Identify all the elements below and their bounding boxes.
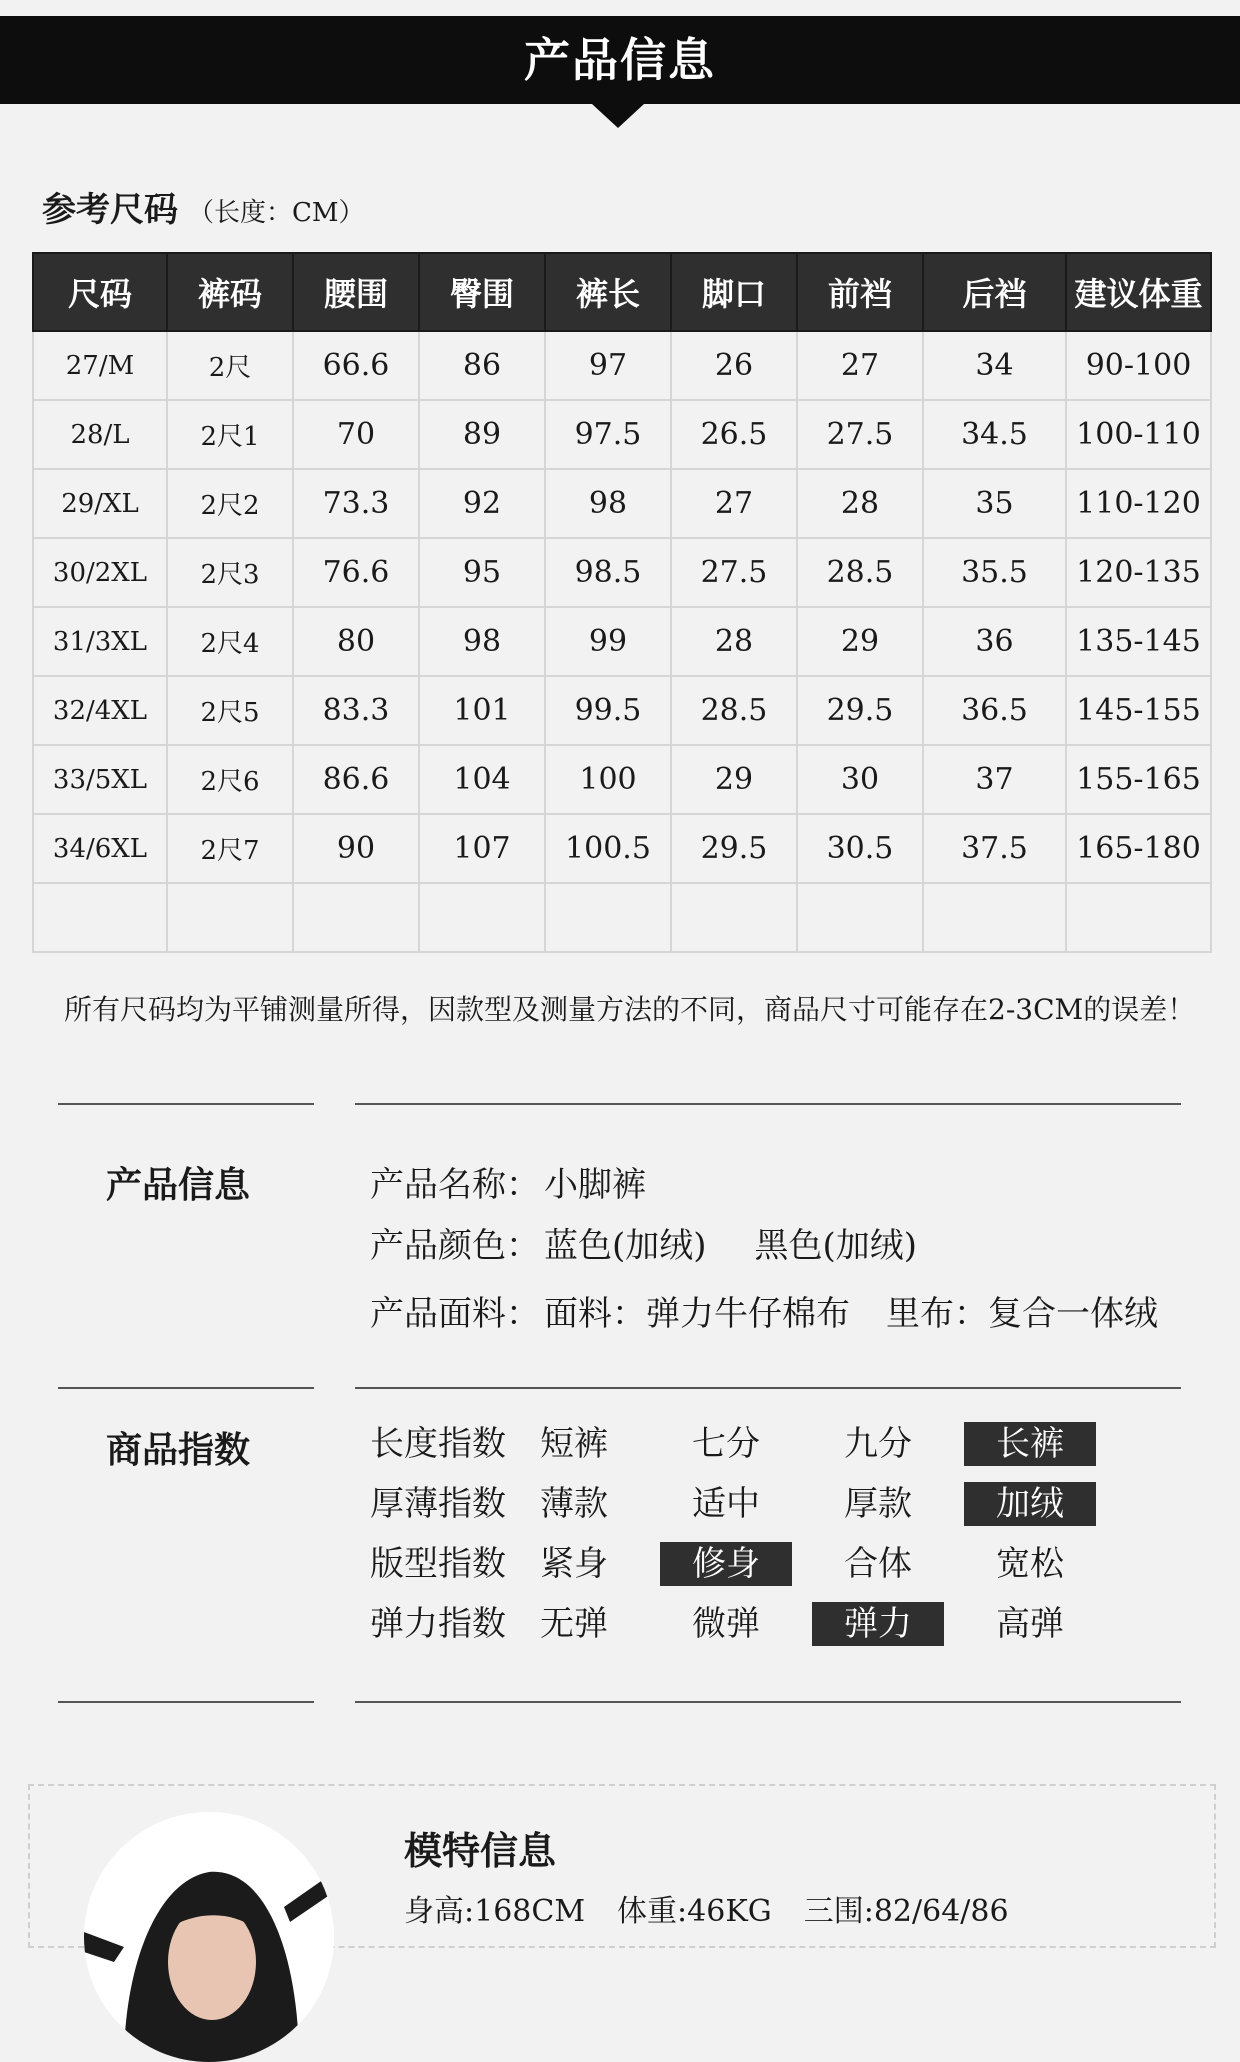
model-photo: [84, 1812, 334, 2062]
size-table-body: [33, 331, 1211, 952]
table-cell: 97: [545, 331, 671, 400]
table-cell: 83.3: [293, 676, 419, 745]
header-banner: [0, 16, 1240, 104]
table-cell: 2尺6: [167, 745, 293, 814]
divider: [58, 1701, 314, 1703]
table-cell: [671, 883, 797, 952]
table-cell: 76.6: [293, 538, 419, 607]
table-cell: [923, 883, 1066, 952]
product-name-value: 小脚裤: [544, 1165, 646, 1205]
column-header: 后裆: [923, 253, 1066, 331]
index-name: 长度指数: [370, 1424, 506, 1464]
banner-notch: [592, 104, 644, 128]
column-header: 裤码: [167, 253, 293, 331]
table-row: [33, 814, 1211, 883]
table-cell: 26: [671, 331, 797, 400]
table-cell: 100: [545, 745, 671, 814]
table-cell: 29/XL: [33, 469, 167, 538]
column-header: 前裆: [797, 253, 923, 331]
product-fabric-label: 产品面料：: [370, 1294, 540, 1334]
product-fabric-line: [370, 1286, 1158, 1335]
index-option: 高弹: [996, 1604, 1064, 1644]
table-cell: 86.6: [293, 745, 419, 814]
table-cell: 145-155: [1066, 676, 1211, 745]
table-cell: 29.5: [671, 814, 797, 883]
table-cell: [1066, 883, 1211, 952]
table-cell: 101: [419, 676, 545, 745]
measurement-note: 所有尺码均为平铺测量所得，因款型及测量方法的不同，商品尺寸可能存在2-3CM的误差！: [64, 993, 1196, 1026]
table-cell: 155-165: [1066, 745, 1211, 814]
index-option-selected: 弹力: [812, 1602, 944, 1646]
index-row: [370, 1542, 1150, 1586]
table-cell: 95: [419, 538, 545, 607]
table-cell: 2尺7: [167, 814, 293, 883]
table-cell: 36.5: [923, 676, 1066, 745]
table-cell: 2尺1: [167, 400, 293, 469]
table-cell: 28.5: [671, 676, 797, 745]
index-option: 七分: [692, 1424, 760, 1464]
table-cell: 37.5: [923, 814, 1066, 883]
index-option: 宽松: [996, 1544, 1064, 1584]
table-cell: 26.5: [671, 400, 797, 469]
table-cell: 120-135: [1066, 538, 1211, 607]
table-cell: 30/2XL: [33, 538, 167, 607]
index-option: 厚款: [844, 1484, 912, 1524]
product-index-label: 商品指数: [106, 1429, 251, 1471]
table-cell: 99.5: [545, 676, 671, 745]
table-cell: 165-180: [1066, 814, 1211, 883]
table-cell: 107: [419, 814, 545, 883]
table-cell: 110-120: [1066, 469, 1211, 538]
table-cell: 89: [419, 400, 545, 469]
index-row: [370, 1602, 1150, 1646]
table-cell: 32/4XL: [33, 676, 167, 745]
table-row: [33, 607, 1211, 676]
size-table: [32, 252, 1212, 953]
table-cell: 99: [545, 607, 671, 676]
index-option: 合体: [844, 1544, 912, 1584]
table-cell: 27: [797, 331, 923, 400]
table-cell: 2尺3: [167, 538, 293, 607]
table-cell: 34: [923, 331, 1066, 400]
index-row: [370, 1422, 1150, 1466]
table-cell: 98: [545, 469, 671, 538]
column-header: 脚口: [671, 253, 797, 331]
table-cell: [293, 883, 419, 952]
table-cell: 37: [923, 745, 1066, 814]
index-option: 九分: [844, 1424, 912, 1464]
table-cell: 27.5: [671, 538, 797, 607]
table-cell: 100.5: [545, 814, 671, 883]
table-cell: 27/M: [33, 331, 167, 400]
table-cell: 34.5: [923, 400, 1066, 469]
index-option: 紧身: [540, 1544, 608, 1584]
index-option-selected: 修身: [660, 1542, 792, 1586]
table-cell: [545, 883, 671, 952]
product-color-1: 蓝色(加绒): [544, 1226, 707, 1266]
product-name-label: 产品名称：: [370, 1165, 540, 1205]
product-color-line: [370, 1218, 917, 1267]
table-cell: 92: [419, 469, 545, 538]
model-measurements: 三围:82/64/86: [803, 1894, 1009, 1929]
index-name: 厚薄指数: [370, 1484, 506, 1524]
table-cell: 33/5XL: [33, 745, 167, 814]
column-header: 尺码: [33, 253, 167, 331]
table-cell: 73.3: [293, 469, 419, 538]
column-header: 裤长: [545, 253, 671, 331]
size-reference-title: 参考尺码: [42, 190, 178, 230]
table-cell: 104: [419, 745, 545, 814]
column-header: 腰围: [293, 253, 419, 331]
table-cell: 135-145: [1066, 607, 1211, 676]
table-cell: [167, 883, 293, 952]
table-cell: 30: [797, 745, 923, 814]
table-cell: 90-100: [1066, 331, 1211, 400]
model-weight: 体重:46KG: [617, 1894, 772, 1929]
index-option-selected: 加绒: [964, 1482, 1096, 1526]
table-row: [33, 883, 1211, 952]
table-cell: 98: [419, 607, 545, 676]
table-row: [33, 331, 1211, 400]
index-row: [370, 1482, 1150, 1526]
table-cell: 29: [671, 745, 797, 814]
table-cell: 28.5: [797, 538, 923, 607]
table-row: [33, 538, 1211, 607]
table-cell: 34/6XL: [33, 814, 167, 883]
table-cell: 27: [671, 469, 797, 538]
product-color-2: 黑色(加绒): [754, 1226, 918, 1266]
table-row: [33, 400, 1211, 469]
table-cell: 31/3XL: [33, 607, 167, 676]
divider: [355, 1387, 1181, 1389]
table-cell: 98.5: [545, 538, 671, 607]
size-reference-heading: [42, 182, 365, 231]
divider: [58, 1387, 314, 1389]
table-cell: 2尺4: [167, 607, 293, 676]
model-height: 身高:168CM: [404, 1894, 586, 1929]
table-cell: 28/L: [33, 400, 167, 469]
table-cell: 35: [923, 469, 1066, 538]
table-cell: 86: [419, 331, 545, 400]
index-option: 短裤: [540, 1424, 608, 1464]
size-reference-unit: （长度：CM）: [188, 198, 365, 228]
table-row: [33, 745, 1211, 814]
table-cell: 2尺2: [167, 469, 293, 538]
table-cell: 28: [671, 607, 797, 676]
divider: [355, 1701, 1181, 1703]
product-name-line: [370, 1157, 646, 1206]
table-cell: 29: [797, 607, 923, 676]
index-option: 薄款: [540, 1484, 608, 1524]
index-option: 微弹: [692, 1604, 760, 1644]
table-cell: 80: [293, 607, 419, 676]
divider: [58, 1103, 314, 1105]
index-option-selected: 长裤: [964, 1422, 1096, 1466]
product-color-label: 产品颜色：: [370, 1226, 540, 1266]
table-cell: [33, 883, 167, 952]
divider: [355, 1103, 1181, 1105]
table-cell: 30.5: [797, 814, 923, 883]
table-cell: 28: [797, 469, 923, 538]
model-stats: [404, 1886, 1041, 1930]
column-header: 臀围: [419, 253, 545, 331]
model-info-title: 模特信息: [404, 1828, 557, 1873]
index-name: 弹力指数: [370, 1604, 506, 1644]
table-cell: 66.6: [293, 331, 419, 400]
column-header: 建议体重: [1066, 253, 1211, 331]
table-cell: 97.5: [545, 400, 671, 469]
index-name: 版型指数: [370, 1544, 506, 1584]
table-cell: 27.5: [797, 400, 923, 469]
banner-title: 产品信息: [524, 33, 716, 87]
product-info-label: 产品信息: [106, 1164, 251, 1206]
product-fabric-main: 面料：弹力牛仔棉布: [544, 1294, 850, 1334]
table-cell: 2尺: [167, 331, 293, 400]
table-row: [33, 469, 1211, 538]
table-cell: 29.5: [797, 676, 923, 745]
table-cell: 36: [923, 607, 1066, 676]
table-row: [33, 676, 1211, 745]
table-cell: 90: [293, 814, 419, 883]
product-fabric-lining: 里布：复合一体绒: [886, 1294, 1158, 1334]
table-cell: 100-110: [1066, 400, 1211, 469]
index-option: 无弹: [540, 1604, 608, 1644]
table-cell: 70: [293, 400, 419, 469]
table-cell: [419, 883, 545, 952]
table-cell: [797, 883, 923, 952]
index-option: 适中: [692, 1484, 760, 1524]
table-cell: 2尺5: [167, 676, 293, 745]
size-table-header: [33, 253, 1211, 331]
table-cell: 35.5: [923, 538, 1066, 607]
